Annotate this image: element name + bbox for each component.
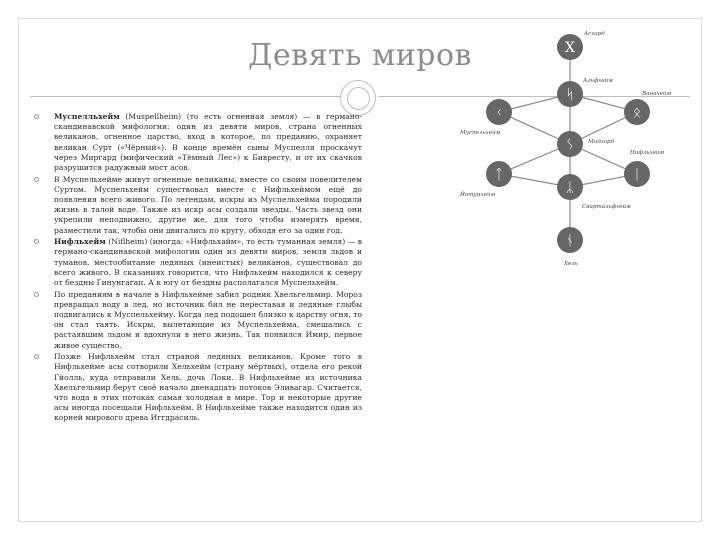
rune-icon: ᛦ <box>565 180 575 196</box>
bullet-item <box>34 352 362 423</box>
rune-icon: ᚲ <box>494 105 504 121</box>
node-muspelheim <box>459 99 512 136</box>
world-tree-diagram <box>452 22 692 272</box>
node-label: Мидгард <box>588 139 615 145</box>
bullet-item <box>34 237 362 288</box>
bullet-icon <box>34 114 39 119</box>
rune-icon: ᛁ <box>632 167 642 183</box>
bullet-icon <box>34 239 39 244</box>
bullet-term: Муспелльхейм <box>54 112 120 121</box>
bullet-text: В Муспельхейме живут огненные великаны, вместе со своим повелителем Суртом. Муспельхейм существовал вместе с Нифльхеймом ещё до появления всего живого. По легендам, искры из Муспельхейма породили жизнь в талой воде. Также из искр асы создали звезды. Часть звезд они укрепили неподвижно, другие же, для того чтобы измерять время, разместили так, чтобы они двигались по кругу, обходя его за один год. <box>54 174 362 235</box>
node-label: Альфхейм <box>583 78 613 84</box>
rune-icon: ᛊ <box>565 137 575 153</box>
node-vanaheim <box>624 91 672 125</box>
bullet-icon <box>34 354 39 359</box>
bullet-text: Позже Нифльхейм стал страной ледяных великанов. Кроме того в Нифльхейме асы сотворили Хельхейм (страну мёртвых), отдела его рекой Гйолль, куда отправили Хель, дочь Локи. В Нифльхейме из источника Хвельгельмир берут своё начало двенадцать потоков Эливагар. Считается, что вода в этих потоках самая холодная в мире. Тор и некоторые другие асы иногда посещали Нифльхейм. В Нифльхейме также находится один из корней мирового древа Иггдрасиль. <box>54 352 362 423</box>
node-alfheim <box>557 77 613 107</box>
node-label: Йотунхейм <box>460 192 496 198</box>
node-label: Муспельхейм <box>460 130 501 136</box>
node-label: Асгард <box>584 31 605 37</box>
node-svartalfheim <box>557 174 631 210</box>
rune-icon: ᛟ <box>632 105 642 121</box>
rune-icon: ᛋ <box>565 87 575 103</box>
bullet-icon <box>34 177 39 182</box>
node-label: Хель <box>564 261 578 267</box>
title-rule-left <box>30 96 342 97</box>
node-hel <box>557 227 583 267</box>
rune-icon: ᚾ <box>565 233 575 249</box>
node-jotunheim <box>459 161 512 198</box>
slide-title: Девять миров <box>248 38 472 73</box>
node-label: Свартальфхейм <box>582 204 631 210</box>
rune-icon: ᛏ <box>494 167 504 183</box>
bullet-text: (Muspellheim) (то есть огненная земля) — в германо-скандинавской мифологии: один из девяти миров, страна огненных великанов, огненное царство, вход в которое, по преданию, охраняет великан Сурт («Чёрный»). В конце времён сыны Муспелля проскачут через Миргард (мифический «Тёмный Лес») к Бивресту, и от их скачков разрушится радужный мост асов. <box>54 112 362 173</box>
node-asgard <box>557 31 605 60</box>
bullet-text: (Niflheim) (иногда: «Нифльхайм», то есть туманная земля) — в германо-скандинавской мифологии один из девяти миров, земля льдов и туманов, местообитание ледяных (инеистых) великанов, существовал до всего живого. В сказаниях говорится, что Нифльхейм находился к северу от бездны Гинунгагап. А к югу от бездны располагался Муспельхейм. <box>54 237 362 288</box>
bullet-icon <box>34 292 39 297</box>
bullet-list <box>34 112 362 425</box>
bullet-item <box>34 175 362 236</box>
node-niflheim <box>624 149 665 187</box>
node-label: Нифльхейм <box>630 150 665 156</box>
bullet-text: По преданиям в начале в Нифльхейме забил родник Хвельгельмир. Мороз превращал воду в лед, но источник бил не переставая и ледяные глыбы подвигались к Муспельхейму. Когда лед подошел близко к царству огня, то он стал таять. Искры, вылетающие из Муспельхейма, смешались с растаявшим льдом и вдохнули в него жизнь. Так появился Имир, первое живое существо. <box>54 289 362 350</box>
node-label: Ванахейм <box>642 91 672 97</box>
bullet-item <box>34 112 362 173</box>
bullet-item <box>34 290 362 351</box>
bullet-term: Нифльхейм <box>54 237 106 247</box>
rune-icon: X <box>565 40 575 56</box>
node-midgard <box>557 131 615 157</box>
circle-ornament <box>340 80 376 116</box>
